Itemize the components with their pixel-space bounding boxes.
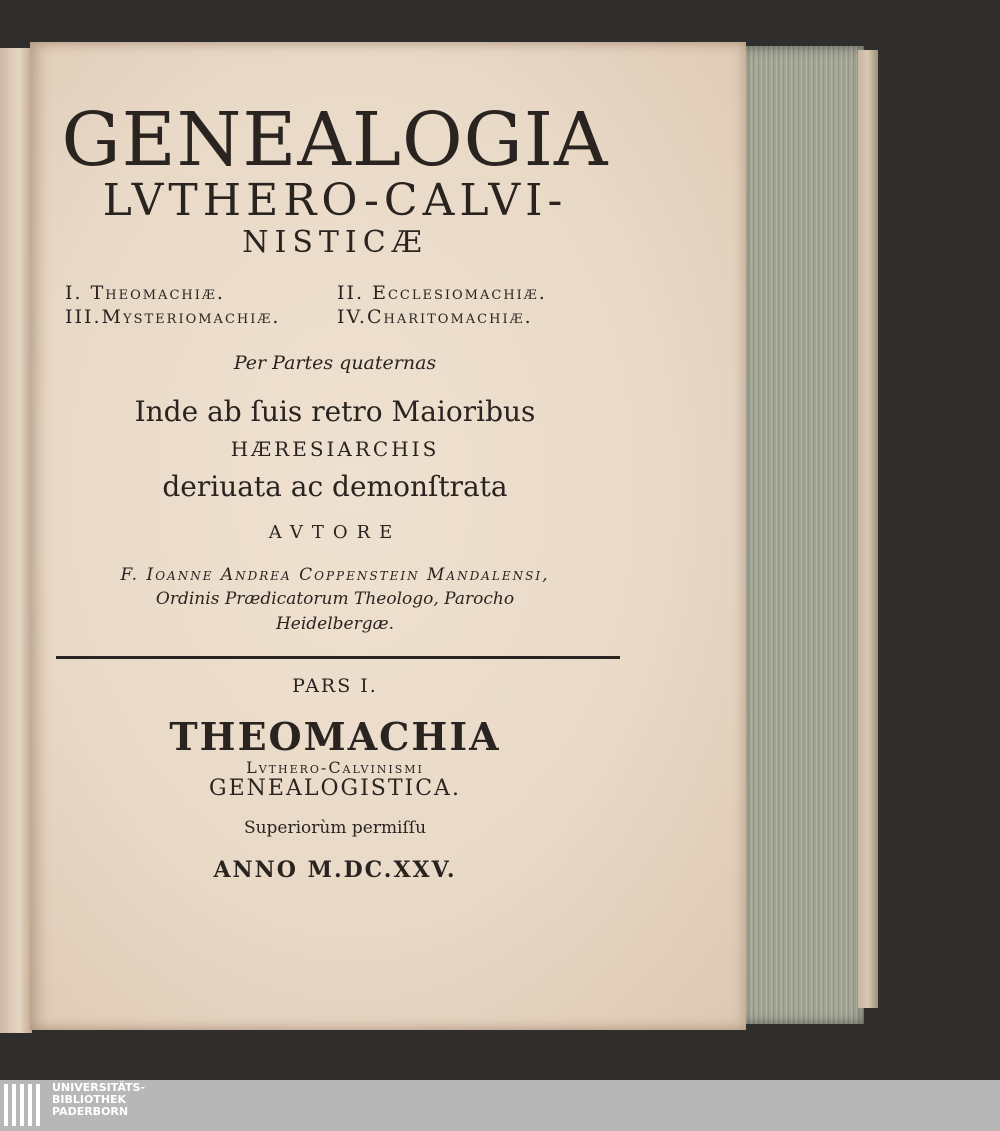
luthero-calvinismi-line: Lvthero-Calvinismi xyxy=(246,758,424,777)
logo-line-1: UNIVERSITÄTS- xyxy=(52,1081,146,1094)
part-2: II. Ecclesiomachiæ. xyxy=(337,282,547,304)
genealogistica-line: GENEALOGISTICA. xyxy=(209,776,461,801)
title-luthero-calvi: LVTHERO-CALVI- xyxy=(102,175,568,226)
author-line-1: F. Ioanne Andrea Coppenstein Mandalensi, xyxy=(120,565,550,585)
parts-row-2 xyxy=(65,306,625,328)
part-1: I. Theomachiæ. xyxy=(65,282,225,304)
author-line-3: Heidelbergæ. xyxy=(275,614,395,634)
theomachia-line: THEOMACHIA xyxy=(169,714,501,759)
part-4: IV.Charitomachiæ. xyxy=(337,306,533,328)
per-partes-line: Per Partes quaternas xyxy=(233,352,437,374)
author-line-2: Ordinis Prædicatorum Theologo, Parocho xyxy=(155,589,515,609)
superiorum-line: Superiorùm permiſſu xyxy=(243,818,427,838)
title-nisticae: NISTICÆ xyxy=(242,225,428,260)
deriuata-line: deriuata ac demonſtrata xyxy=(162,470,508,503)
part-3: III.Mysteriomachiæ. xyxy=(65,306,281,328)
logo-line-3: PADERBORN xyxy=(52,1105,129,1118)
book-cover-edge xyxy=(858,50,878,1008)
horizontal-rule xyxy=(56,656,620,659)
inde-line: Inde ab ſuis retro Maioribus xyxy=(134,395,536,428)
left-page-edge xyxy=(0,48,32,1033)
page-edges xyxy=(740,46,864,1024)
title-genealogia: GENEALOGIA xyxy=(61,97,609,183)
autore-line: AVTORE xyxy=(268,522,402,543)
parts-row-1 xyxy=(65,282,625,304)
pars-line: PARS I. xyxy=(292,675,378,697)
anno-line: ANNO M.DC.XXV. xyxy=(213,857,457,883)
haeresiarchis-line: HÆRESIARCHIS xyxy=(230,437,440,461)
logo-line-2: BIBLIOTHEK xyxy=(52,1093,127,1106)
library-footer xyxy=(0,1080,1000,1131)
library-logo-text xyxy=(52,1082,145,1118)
library-logo-icon xyxy=(4,1084,46,1126)
